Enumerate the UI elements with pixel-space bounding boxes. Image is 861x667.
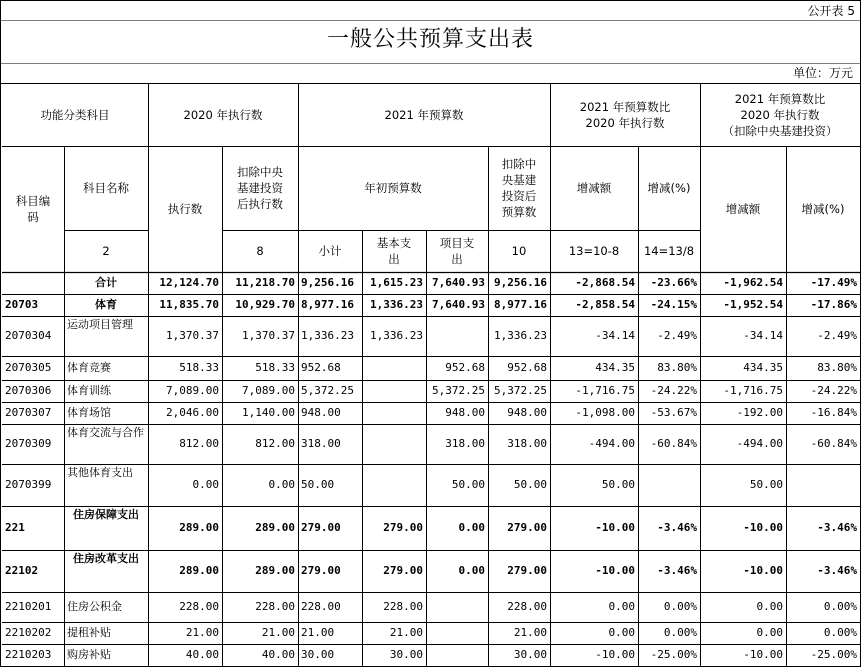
- cell-basic: [362, 402, 426, 424]
- header-incdec-pct: 增减(%): [647, 181, 691, 195]
- cell-subtotal: 279.00: [301, 521, 341, 534]
- page-title: 一般公共预算支出表: [326, 27, 534, 52]
- cell-subtotal: 21.00: [301, 626, 335, 639]
- cell-incdec-pct: -25.00%: [650, 648, 697, 661]
- cell-project: 948.00: [445, 406, 485, 419]
- cell-incdec-pct-excl: 0.00%: [823, 600, 857, 613]
- cell-incdec-amount-excl: -10.00: [743, 564, 783, 577]
- cell-incdec-amount: 0.00: [608, 626, 635, 639]
- cell-exec: 40.00: [185, 648, 219, 661]
- cell-incdec-pct: -23.66%: [650, 276, 697, 289]
- cell-incdec-pct-excl: 0.00%: [823, 626, 857, 639]
- cell-code: 221: [5, 521, 25, 534]
- cell-name: 购房补贴: [67, 648, 111, 661]
- cell-excl-budget: 9,256.16: [494, 276, 547, 289]
- header-basic-expense: 基本支 出: [376, 236, 412, 266]
- cell-incdec-amount-excl: -10.00: [743, 521, 783, 534]
- cell-code: [2, 272, 64, 294]
- cell-basic: [362, 380, 426, 402]
- cell-incdec-amount: -494.00: [588, 437, 635, 450]
- cell-excl-budget: 228.00: [507, 600, 547, 613]
- cell-excl-exec: 812.00: [255, 437, 295, 450]
- cell-project: [426, 644, 488, 666]
- cell-project: 7,640.93: [432, 276, 485, 289]
- cell-incdec-pct: -24.15%: [650, 298, 697, 311]
- cell-name: 运动项目管理: [67, 318, 133, 331]
- cell-incdec-pct: 0.00%: [663, 626, 697, 639]
- header-code: 科目编 码: [15, 194, 51, 224]
- cell-incdec-amount-excl: -34.14: [743, 329, 783, 342]
- cell-subtotal: 318.00: [301, 437, 341, 450]
- cell-project: 7,640.93: [432, 298, 485, 311]
- cell-project: 0.00: [458, 564, 485, 577]
- header-index-excl-budget: 10: [511, 244, 527, 258]
- cell-code: 22102: [5, 564, 39, 577]
- cell-incdec-amount-excl: -1,716.75: [723, 384, 783, 397]
- cell-name: 体育交流与合作: [67, 426, 144, 439]
- cell-subtotal: 279.00: [301, 564, 341, 577]
- cell-excl-exec: 228.00: [255, 600, 295, 613]
- cell-code: 2210202: [5, 626, 52, 639]
- cell-incdec-amount: -34.14: [595, 329, 635, 342]
- cell-incdec-amount-excl: -192.00: [736, 406, 783, 419]
- cell-incdec-amount: -10.00: [595, 648, 635, 661]
- cell-excl-exec: 10,929.70: [235, 298, 295, 311]
- cell-incdec-amount: -1,098.00: [575, 406, 635, 419]
- cell-excl-budget: 318.00: [507, 437, 547, 450]
- header-formula-1: 13=10-8: [568, 244, 620, 258]
- cell-code: 2070304: [5, 329, 52, 342]
- cell-incdec-pct: [638, 464, 700, 506]
- header-subtotal: 小计: [318, 244, 342, 258]
- cell-exec: 2,046.00: [166, 406, 219, 419]
- cell-incdec-amount-excl: 434.35: [743, 361, 783, 374]
- cell-incdec-pct-excl: -17.86%: [810, 298, 857, 311]
- cell-exec: 21.00: [185, 626, 219, 639]
- cell-name: 体育: [95, 298, 117, 311]
- header-func-subject: 功能分类科目: [40, 108, 110, 122]
- cell-incdec-amount-excl: -1,962.54: [723, 276, 783, 289]
- cell-code: 2070309: [5, 437, 52, 450]
- cell-name: 住房改革支出: [73, 552, 139, 565]
- cell-basic: 1,615.23: [370, 276, 423, 289]
- cell-incdec-amount: -10.00: [595, 521, 635, 534]
- cell-incdec-pct-excl: -17.49%: [810, 276, 857, 289]
- cell-excl-exec: 0.00: [268, 478, 295, 491]
- cell-incdec-pct-excl: 83.80%: [817, 361, 857, 374]
- header-incdec-amount-excl: 增减额: [725, 202, 761, 216]
- cell-name: 提租补贴: [67, 626, 111, 639]
- cell-basic: 279.00: [383, 564, 423, 577]
- cell-incdec-amount: -1,716.75: [575, 384, 635, 397]
- cell-exec: 289.00: [179, 521, 219, 534]
- cell-excl-budget: 30.00: [513, 648, 547, 661]
- cell-code: 2070305: [5, 361, 52, 374]
- header-compare-excl: 2021 年预算数比 2020 年执行数 （扣除中央基建投资）: [722, 92, 838, 138]
- header-initial-budget: 年初预算数: [364, 181, 422, 195]
- cell-basic: 279.00: [383, 521, 423, 534]
- cell-exec: 1,370.37: [166, 329, 219, 342]
- cell-name: 合计: [95, 276, 117, 289]
- cell-code: 2210203: [5, 648, 52, 661]
- cell-excl-budget: 21.00: [513, 626, 547, 639]
- cell-excl-exec: 1,370.37: [242, 329, 295, 342]
- cell-incdec-pct: -3.46%: [657, 521, 697, 534]
- cell-exec: 7,089.00: [166, 384, 219, 397]
- cell-incdec-pct: -53.67%: [650, 406, 697, 419]
- cell-incdec-amount-excl: -1,952.54: [723, 298, 783, 311]
- cell-incdec-amount-excl: -10.00: [743, 648, 783, 661]
- cell-excl-budget: 279.00: [507, 564, 547, 577]
- cell-incdec-pct-excl: -2.49%: [817, 329, 857, 342]
- cell-incdec-pct: 83.80%: [657, 361, 697, 374]
- cell-basic: 1,336.23: [370, 298, 423, 311]
- cell-project: 5,372.25: [432, 384, 485, 397]
- cell-project: 952.68: [445, 361, 485, 374]
- cell-exec: 228.00: [179, 600, 219, 613]
- cell-name: 住房保障支出: [73, 508, 139, 521]
- cell-incdec-pct: 0.00%: [663, 600, 697, 613]
- cell-excl-budget: 279.00: [507, 521, 547, 534]
- cell-subtotal: 9,256.16: [301, 276, 354, 289]
- cell-incdec-amount-excl: 0.00: [756, 600, 783, 613]
- header-name: 科目名称: [83, 181, 129, 195]
- cell-subtotal: 5,372.25: [301, 384, 354, 397]
- cell-excl-exec: 21.00: [261, 626, 295, 639]
- document-tag: 公开表 5: [807, 4, 855, 18]
- cell-excl-budget: 1,336.23: [494, 329, 547, 342]
- cell-excl-budget: 5,372.25: [494, 384, 547, 397]
- cell-name: 体育训练: [67, 384, 111, 397]
- cell-code: 2070307: [5, 406, 52, 419]
- header-index-excl-exec: 8: [256, 244, 264, 258]
- cell-project: [426, 316, 488, 356]
- cell-excl-exec: 11,218.70: [235, 276, 295, 289]
- cell-incdec-pct: -60.84%: [650, 437, 697, 450]
- cell-name: 住房公积金: [67, 600, 122, 613]
- header-formula-2: 14=13/8: [643, 244, 695, 258]
- header-incdec-amount: 增减额: [576, 181, 612, 195]
- cell-excl-budget: 50.00: [513, 478, 547, 491]
- cell-project: [426, 592, 488, 622]
- cell-exec: 812.00: [179, 437, 219, 450]
- cell-basic: [362, 356, 426, 380]
- cell-incdec-amount-excl: 50.00: [749, 478, 783, 491]
- header-project-expense: 项目支 出: [439, 236, 475, 266]
- cell-code: 20703: [5, 298, 39, 311]
- cell-subtotal: 948.00: [301, 406, 341, 419]
- cell-incdec-amount: -2,858.54: [575, 298, 635, 311]
- cell-incdec-pct: -3.46%: [657, 564, 697, 577]
- cell-excl-budget: 948.00: [507, 406, 547, 419]
- cell-name: 体育场馆: [67, 406, 111, 419]
- cell-incdec-pct-excl: -3.46%: [817, 564, 857, 577]
- cell-name: 体育竞赛: [67, 361, 111, 374]
- cell-excl-exec: 7,089.00: [242, 384, 295, 397]
- cell-incdec-pct-excl: -3.46%: [817, 521, 857, 534]
- cell-exec: 11,835.70: [159, 298, 219, 311]
- cell-incdec-pct: -24.22%: [650, 384, 697, 397]
- cell-basic: [362, 424, 426, 464]
- cell-basic: 228.00: [383, 600, 423, 613]
- cell-incdec-pct-excl: [786, 464, 860, 506]
- cell-exec: 289.00: [179, 564, 219, 577]
- cell-incdec-amount: -10.00: [595, 564, 635, 577]
- header-budget-2021: 2021 年预算数: [384, 108, 464, 122]
- cell-excl-exec: 40.00: [261, 648, 295, 661]
- cell-subtotal: 30.00: [301, 648, 335, 661]
- cell-excl-budget: 8,977.16: [494, 298, 547, 311]
- cell-code: 2210201: [5, 600, 52, 613]
- cell-incdec-amount: -2,868.54: [575, 276, 635, 289]
- header-exec-2020: 2020 年执行数: [183, 108, 263, 122]
- cell-excl-exec: 1,140.00: [242, 406, 295, 419]
- cell-incdec-pct-excl: -25.00%: [810, 648, 857, 661]
- cell-exec: 12,124.70: [159, 276, 219, 289]
- cell-exec: 0.00: [192, 478, 219, 491]
- cell-project: 50.00: [451, 478, 485, 491]
- cell-project: [426, 622, 488, 644]
- cell-excl-exec: 289.00: [255, 521, 295, 534]
- header-index-name: 2: [102, 244, 110, 258]
- cell-basic: 1,336.23: [370, 329, 423, 342]
- cell-subtotal: 1,336.23: [301, 329, 354, 342]
- cell-subtotal: 228.00: [301, 600, 341, 613]
- cell-project: 0.00: [458, 521, 485, 534]
- cell-exec: 518.33: [179, 361, 219, 374]
- cell-incdec-amount: 434.35: [595, 361, 635, 374]
- cell-code: 2070306: [5, 384, 52, 397]
- cell-incdec-pct-excl: -24.22%: [810, 384, 857, 397]
- cell-subtotal: 50.00: [301, 478, 335, 491]
- cell-incdec-amount: 0.00: [608, 600, 635, 613]
- cell-basic: 30.00: [389, 648, 423, 661]
- cell-incdec-pct-excl: -60.84%: [810, 437, 857, 450]
- unit-label: 单位：万元: [792, 66, 853, 80]
- cell-name: 其他体育支出: [67, 466, 133, 479]
- header-incdec-pct-excl: 增减(%): [801, 202, 845, 216]
- cell-excl-exec: 518.33: [255, 361, 295, 374]
- cell-basic: [362, 464, 426, 506]
- header-exec-num: 执行数: [167, 202, 203, 216]
- cell-basic: 21.00: [389, 626, 423, 639]
- header-excl-exec: 扣除中央 基建投资 后执行数: [237, 165, 283, 211]
- cell-code: 2070399: [5, 478, 52, 491]
- cell-project: 318.00: [445, 437, 485, 450]
- header-compare-exec: 2021 年预算数比 2020 年执行数: [579, 100, 671, 130]
- cell-incdec-amount-excl: -494.00: [736, 437, 783, 450]
- cell-subtotal: 8,977.16: [301, 298, 354, 311]
- cell-excl-budget: 952.68: [507, 361, 547, 374]
- header-excl-budget: 扣除中 央基建 投资后 预算数: [501, 157, 537, 219]
- cell-incdec-pct: -2.49%: [657, 329, 697, 342]
- cell-incdec-pct-excl: -16.84%: [810, 406, 857, 419]
- cell-subtotal: 952.68: [301, 361, 341, 374]
- cell-incdec-amount: 50.00: [601, 478, 635, 491]
- cell-excl-exec: 289.00: [255, 564, 295, 577]
- cell-incdec-amount-excl: 0.00: [756, 626, 783, 639]
